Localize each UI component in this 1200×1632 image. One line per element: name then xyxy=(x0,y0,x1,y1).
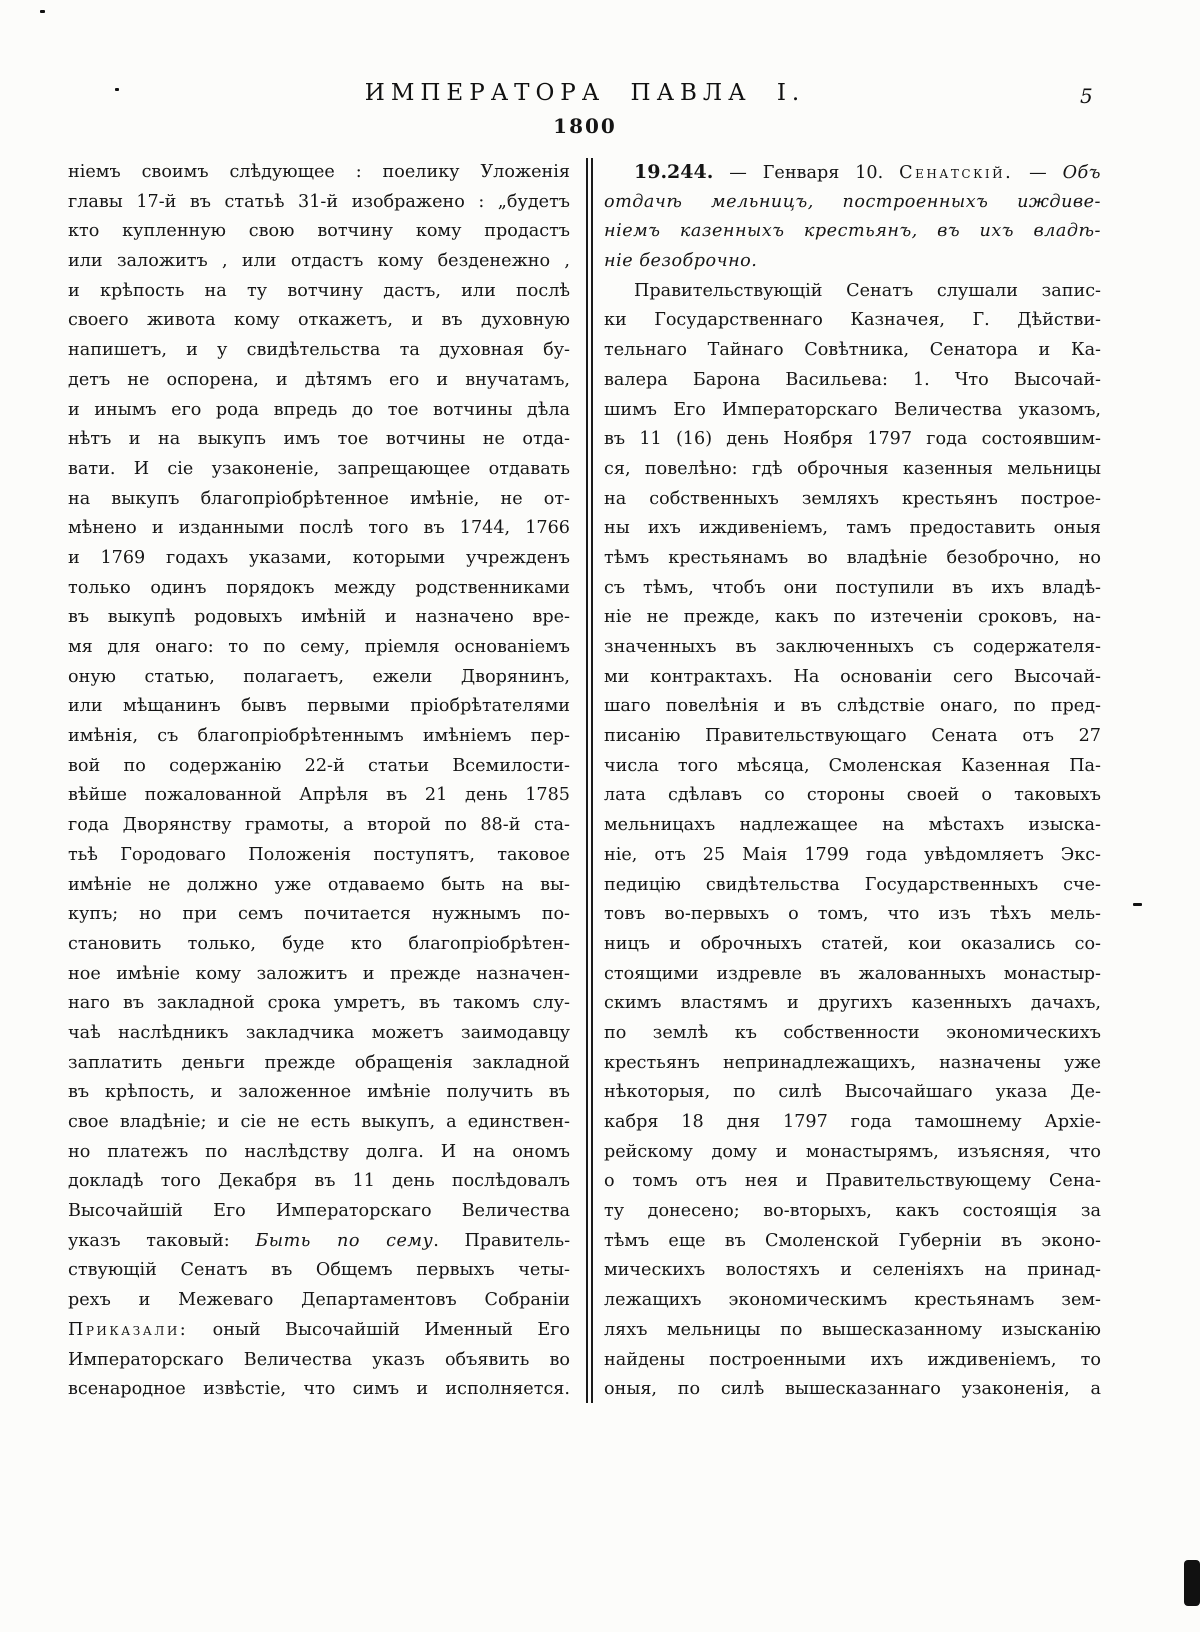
text-segment: свое владѣніе; и сіе не есть выкупъ, а единствен- xyxy=(68,1112,570,1132)
text-segment: заплатить деньги прежде обращенія закладной xyxy=(68,1052,570,1073)
text-segment: шаго повелѣнія и въ слѣдствіе онаго, по пред- xyxy=(604,696,1101,717)
left-text-column xyxy=(68,158,570,1405)
text-line xyxy=(68,960,570,990)
text-segment: только одинъ порядокъ между родственниками xyxy=(68,577,570,598)
text-segment: Объ xyxy=(1062,163,1101,183)
text-segment: всенародное извѣстіе, что симъ и исполняется. xyxy=(68,1379,570,1400)
text-line xyxy=(68,366,570,396)
text-line xyxy=(604,217,1101,247)
text-segment: имѣніе не должно уже отдаваемо быть на вы- xyxy=(68,874,570,895)
text-segment: скимъ властямъ и другихъ казенныхъ дачахъ, xyxy=(604,993,1101,1014)
text-line xyxy=(68,1167,570,1197)
text-line xyxy=(68,188,570,218)
text-segment: Императорскаго Величества указъ объявить во xyxy=(68,1349,570,1370)
text-line xyxy=(604,603,1101,633)
text-segment: на собственныхъ земляхъ крестьянъ построе- xyxy=(604,488,1101,509)
text-segment: тельнаго Тайнаго Совѣтника, Сенатора и Ка- xyxy=(604,340,1101,361)
text-segment: валера Барона Васильева: 1. Что Высочай- xyxy=(604,369,1101,390)
text-line xyxy=(68,1286,570,1316)
text-segment: и 1769 годахъ указами, которыми учрежденъ xyxy=(68,547,570,568)
text-segment: ту донесено; во-вторыхъ, какъ состоящія за xyxy=(604,1201,1101,1222)
text-line xyxy=(68,336,570,366)
text-segment: ляхъ мельницы по вышесказанному изысканію xyxy=(604,1319,1101,1340)
text-segment: товъ во-первыхъ о томъ, что изъ тѣхъ мель- xyxy=(604,904,1101,925)
text-line xyxy=(68,841,570,871)
text-line xyxy=(68,603,570,633)
text-line xyxy=(68,247,570,277)
text-line xyxy=(604,574,1101,604)
text-segment: отдачѣ мельницъ, построенныхъ иждиве- xyxy=(604,191,1101,212)
text-line xyxy=(68,396,570,426)
text-line xyxy=(68,989,570,1019)
text-segment: ніемъ казенныхъ крестьянъ, въ ихъ владѣ- xyxy=(604,221,1101,242)
page-title: ИМПЕРАТОРА ПАВЛА I. xyxy=(364,80,806,106)
text-segment: вати. И сіе узаконеніе, запрещающее отдавать xyxy=(68,458,570,479)
text-line xyxy=(604,366,1101,396)
page-number: 5 xyxy=(1080,84,1093,108)
text-segment: ны ихъ иждивеніемъ, тамъ предоставить оныя xyxy=(604,518,1101,539)
text-line xyxy=(604,277,1101,307)
text-segment: детъ не оспорена, и дѣтямъ его и внучатамъ, xyxy=(68,369,570,390)
text-line xyxy=(604,1138,1101,1168)
text-segment: вой по содержанію 22-й статьи Всемилости- xyxy=(68,755,570,776)
text-line xyxy=(68,277,570,307)
text-line xyxy=(68,1316,570,1346)
text-line xyxy=(604,1346,1101,1376)
text-line xyxy=(604,1019,1101,1049)
text-line xyxy=(604,1286,1101,1316)
text-segment: рейскому дому и монастырямъ, изъясняя, что xyxy=(604,1141,1101,1162)
text-segment: или заложитъ , или отдастъ кому безденежно , xyxy=(68,251,570,272)
text-line xyxy=(68,425,570,455)
text-segment: 19.244. xyxy=(634,161,714,183)
text-line xyxy=(604,960,1101,990)
text-line xyxy=(68,1227,570,1257)
text-segment: ніемъ своимъ слѣдующее : поелику Уложенія xyxy=(68,162,570,182)
text-line xyxy=(68,871,570,901)
text-segment: оную статью, полагаетъ, ежели Дворянинъ, xyxy=(68,666,570,687)
text-segment: ки Государственнаго Казначея, Г. Дѣйстви- xyxy=(604,310,1101,331)
text-line xyxy=(604,871,1101,901)
page-header xyxy=(0,80,1170,106)
text-segment: педицію свидѣтельства Государственныхъ сче- xyxy=(604,874,1101,895)
text-line xyxy=(604,306,1101,336)
text-line xyxy=(68,1197,570,1227)
text-line xyxy=(68,1346,570,1376)
text-line xyxy=(604,1197,1101,1227)
text-segment: ніе безоброчно. xyxy=(604,251,758,272)
text-segment: года Дворянству грамоты, а второй по 88-й ста- xyxy=(68,815,570,836)
text-line xyxy=(68,1078,570,1108)
text-segment: но платежъ по наслѣдству долга. И на ономъ xyxy=(68,1141,570,1162)
text-segment: тьѣ Городоваго Положенія поступятъ, таковое xyxy=(68,844,570,865)
text-segment: мическихъ волостяхъ и селеніяхъ на принад- xyxy=(604,1260,1101,1281)
text-line xyxy=(68,306,570,336)
text-line xyxy=(604,247,1101,277)
text-line xyxy=(68,574,570,604)
text-line xyxy=(604,722,1101,752)
text-line xyxy=(604,752,1101,782)
text-line xyxy=(68,663,570,693)
text-line xyxy=(68,485,570,515)
text-line xyxy=(604,781,1101,811)
text-segment: нѣкоторыя, по силѣ Высочайшаго указа Де- xyxy=(604,1082,1101,1103)
text-line xyxy=(68,217,570,247)
text-line xyxy=(604,1049,1101,1079)
text-line xyxy=(68,1256,570,1286)
text-segment: ствующій Сенатъ въ Общемъ первыхъ четы- xyxy=(68,1260,570,1281)
text-segment: въ 11 (16) день Ноября 1797 года состоявшим- xyxy=(604,429,1101,450)
text-segment: въ крѣпость, и заложенное имѣніе получить въ xyxy=(68,1082,570,1103)
text-segment: напишетъ, и у свидѣтельства та духовная бу- xyxy=(68,340,570,361)
text-line xyxy=(68,781,570,811)
text-segment: ное имѣніе кому заложитъ и прежде назначен- xyxy=(68,963,570,984)
text-line xyxy=(68,544,570,574)
text-segment: ми контрактахъ. На основаніи сего Высочай- xyxy=(604,666,1101,687)
text-segment: указъ таковый: xyxy=(68,1230,256,1251)
right-text-column xyxy=(604,158,1101,1405)
text-segment: съ тѣмъ, чтобъ они поступили въ ихъ владѣ- xyxy=(604,577,1101,598)
text-segment: Приказали: xyxy=(68,1319,189,1340)
text-segment: въ выкупѣ родовыхъ имѣній и назначено вре- xyxy=(68,607,570,628)
text-segment: ся, повелѣно: гдѣ оброчныя казенныя мельницы xyxy=(604,458,1101,479)
year-heading: 1800 xyxy=(553,114,617,138)
text-segment: главы 17-й въ статьѣ 31-й изображено : „будетъ xyxy=(68,191,570,212)
text-segment: ніе не прежде, какъ по изтеченіи сроковъ, на- xyxy=(604,607,1101,628)
text-segment: оныя, по силѣ вышесказаннаго узаконенія, а xyxy=(604,1379,1101,1400)
text-line xyxy=(604,1108,1101,1138)
text-line xyxy=(68,811,570,841)
text-segment: ніе, отъ 25 Маія 1799 года увѣдомляетъ Экс- xyxy=(604,844,1101,865)
text-line xyxy=(68,930,570,960)
text-line xyxy=(604,1167,1101,1197)
text-segment: числа того мѣсяца, Смоленская Казенная Па- xyxy=(604,755,1101,776)
text-segment: своего живота кому откажетъ, и въ духовную xyxy=(68,310,570,331)
text-line xyxy=(68,514,570,544)
text-line xyxy=(604,633,1101,663)
text-segment: нѣтъ и на выкупъ имъ тое вотчины не отда- xyxy=(68,429,570,450)
text-segment: мѣнено и изданными послѣ того въ 1744, 1766 xyxy=(68,518,570,539)
text-segment: Высочайшій Его Императорскаго Величества xyxy=(68,1201,570,1222)
text-line xyxy=(68,1049,570,1079)
text-line xyxy=(604,544,1101,574)
text-segment: ницъ и оброчныхъ статей, кои оказались со- xyxy=(604,933,1101,954)
text-line xyxy=(68,692,570,722)
text-line xyxy=(604,841,1101,871)
text-line xyxy=(604,1316,1101,1346)
scan-speck xyxy=(40,10,45,13)
text-segment: Правительствующій Сенатъ слушали запис- xyxy=(634,280,1101,301)
text-segment: крестьянъ непринадлежащихъ, назначены уже xyxy=(604,1052,1101,1073)
text-segment: стоящими издревле въ жалованныхъ монастыр- xyxy=(604,963,1101,984)
text-line xyxy=(68,1138,570,1168)
text-line xyxy=(604,158,1101,188)
text-line xyxy=(604,1227,1101,1257)
text-line xyxy=(68,752,570,782)
text-segment: о томъ отъ нея и Правительствующему Сена- xyxy=(604,1171,1101,1192)
text-line xyxy=(604,425,1101,455)
text-segment: значенныхъ въ заключенныхъ съ содержателя- xyxy=(604,637,1101,657)
text-line xyxy=(604,455,1101,485)
text-line xyxy=(604,514,1101,544)
text-line xyxy=(604,396,1101,426)
text-line xyxy=(68,158,570,188)
text-line xyxy=(604,900,1101,930)
text-line xyxy=(604,1256,1101,1286)
text-line xyxy=(604,930,1101,960)
text-segment: кто купленную свою вотчину кому продастъ xyxy=(68,221,570,242)
scan-speck xyxy=(115,88,119,91)
text-segment: — xyxy=(1013,163,1063,183)
text-segment: шимъ Его Императорскаго Величества указомъ, xyxy=(604,399,1101,420)
text-segment: кабря 18 дня 1797 года тамошнему Архіе- xyxy=(604,1112,1101,1132)
text-segment: найдены построенными ихъ иждивеніемъ, то xyxy=(604,1349,1101,1370)
text-segment: на выкупъ благопріобрѣтенное имѣніе, не от- xyxy=(68,488,570,509)
text-segment: лежащихъ экономическимъ крестьянамъ зем- xyxy=(604,1290,1101,1311)
text-segment: тѣмъ еще въ Смоленской Губерніи въ эконо- xyxy=(604,1230,1101,1251)
text-line xyxy=(68,1108,570,1138)
text-segment: наго въ закладной срока умретъ, въ такомъ слу- xyxy=(68,993,570,1014)
scan-speck xyxy=(1184,1560,1200,1606)
text-line xyxy=(604,663,1101,693)
text-line xyxy=(68,900,570,930)
text-line xyxy=(68,1375,570,1405)
text-segment: докладѣ того Декабря въ 11 день послѣдовалъ xyxy=(68,1171,570,1192)
text-line xyxy=(604,1375,1101,1405)
text-line xyxy=(604,811,1101,841)
text-segment: Быть по сему xyxy=(255,1230,434,1251)
text-segment: оный Высочайшій Именный Его xyxy=(188,1319,570,1340)
text-segment: — Генваря 10. xyxy=(713,163,900,183)
text-segment: по землѣ къ собственности экономическихъ xyxy=(604,1022,1101,1043)
text-segment: лата сдѣлавъ со стороны своей о таковыхъ xyxy=(604,785,1101,806)
column-divider-rule xyxy=(586,158,593,1403)
text-line xyxy=(604,188,1101,218)
text-segment: писанію Правительствующаго Сената отъ 27 xyxy=(604,726,1101,747)
text-segment: имѣнія, съ благопріобрѣтеннымъ имѣніемъ пер- xyxy=(68,726,570,747)
text-segment: Сенатскій. xyxy=(899,163,1014,183)
text-segment: вѣйше пожалованной Апрѣля въ 21 день 1785 xyxy=(68,785,570,806)
text-line xyxy=(604,1078,1101,1108)
text-segment: чаѣ наслѣдникъ закладчика можетъ заимодавцу xyxy=(68,1022,570,1043)
text-segment: и крѣпость на ту вотчину дастъ, или послѣ xyxy=(68,280,570,301)
text-line xyxy=(604,692,1101,722)
text-segment: тѣмъ крестьянамъ во владѣніе безоброчно, но xyxy=(604,547,1101,568)
text-segment: и инымъ его рода впредь до тое вотчины дѣла xyxy=(68,399,570,420)
text-segment: мельницахъ надлежащее на мѣстахъ изыска- xyxy=(604,815,1101,836)
text-line xyxy=(68,633,570,663)
scan-speck xyxy=(1133,903,1142,906)
text-segment: купъ; но при семъ почитается нужнымъ по- xyxy=(68,904,570,925)
text-segment: или мѣщанинъ бывъ первыми пріобрѣтателями xyxy=(68,696,570,717)
text-line xyxy=(68,455,570,485)
text-line xyxy=(604,989,1101,1019)
text-segment: рехъ и Межеваго Департаментовъ Собраніи xyxy=(68,1290,570,1311)
text-segment: становить только, буде кто благопріобрѣтен- xyxy=(68,933,570,954)
text-segment: мя для онаго: то по сему, пріемля основаніемъ xyxy=(68,637,570,657)
text-line xyxy=(68,722,570,752)
text-line xyxy=(604,336,1101,366)
text-line xyxy=(604,485,1101,515)
text-segment: . Правитель- xyxy=(433,1230,570,1251)
text-line xyxy=(68,1019,570,1049)
